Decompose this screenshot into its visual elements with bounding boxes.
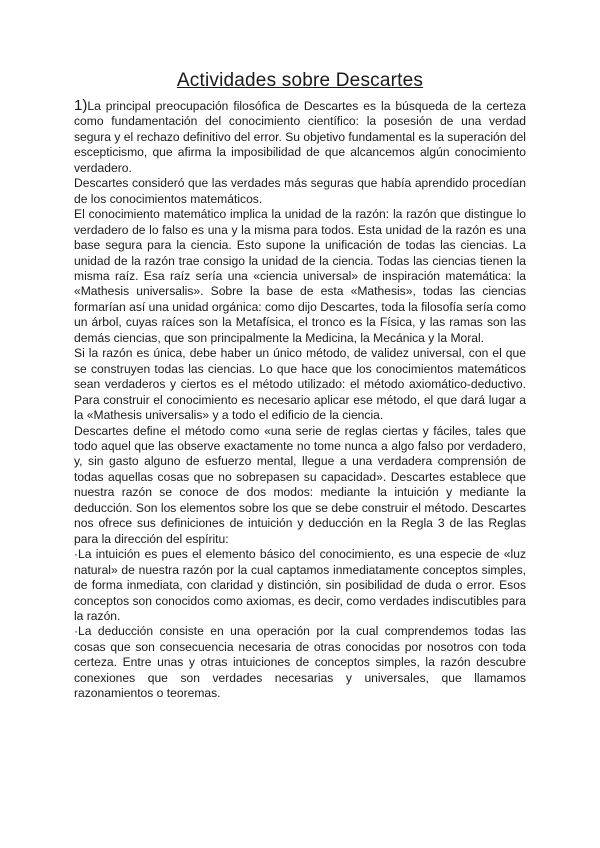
paragraph-2: Descartes consideró que las verdades más seguras que había aprendido procedían de los conocimientos matemáticos.: [74, 176, 526, 206]
paragraph-6: ·La intuición es pues el elemento básico del conocimiento, es una especie de «luz natural» de nuestra razón por la cual captamos inmediatamente conceptos simples, de forma inmediata, con claridad y distinción, sin posibilidad de duda o error. Esos conceptos son conocidos como axiomas, es decir, como verdades indiscutibles para la razón.: [74, 547, 526, 623]
page-title: Actividades sobre Descartes: [176, 70, 424, 91]
paragraph-1: [74, 98, 526, 176]
paragraph-7: ·La deducción consiste en una operación por la cual comprendemos todas las cosas que son consecuencia necesaria de otras conocidas por nosotros con toda certeza. Entre unas y otras intuiciones de conceptos simples, la razón descubre conexiones que son verdades necesarias y universales, que llamamos razonamientos o teoremas.: [74, 624, 526, 701]
paragraph-3: El conocimiento matemático implica la unidad de la razón: la razón que distingue lo verdadero de lo falso es una y la misma para todos. Esta unidad de la razón es una base segura para la ciencia. Esto supone la unificación de todas las ciencias. La unidad de la razón trae consigo la unidad de la ciencia. Todas las ciencias tienen la misma raíz. Esa raíz sería una «ciencia universal» de inspiración matemática: la «Mathesis universalis». Sobre la base de esta «Mathesis», todas las ciencias formarían así una unidad orgánica: como dijo Descartes, toda la filosofía sería como un árbol, cuyas raíces son la Metafísica, el tronco es la Física, y las ramas son las demás ciencias, que son principalmente la Medicina, la Mecánica y la Moral.: [74, 207, 526, 345]
paragraph-1-text: La principal preocupación filosófica de Descartes es la búsqueda de la certeza como fundamentación del conocimiento científico: la posesión de una verdad segura y el rechazo definitivo del error. Su objetivo fundamental es la superación del escepticismo, que afirma la imposibilidad de que alcancemos algún conocimiento verdadero.: [74, 99, 526, 175]
paragraph-4: Si la razón es única, debe haber un único método, de validez universal, con el que se construyen todas las ciencias. Lo que hace que los conocimientos matemáticos sean verdaderos y ciertos es el método utilizado: el método axiomático-deductivo. Para construir el conocimiento es necesario aplicar ese método, el que dará lugar a la «Mathesis universalis» y a todo el edificio de la ciencia.: [74, 346, 526, 423]
paragraph-5: Descartes define el método como «una serie de reglas ciertas y fáciles, tales que todo aquel que las observe exactamente no tome nunca a algo falso por verdadero, y, sin gasto alguno de esfuerzo mental, llegue a una verdadera comprensión de todas aquellas cosas que no sobrepasen su capacidad». Descartes establece que nuestra razón se conoce de dos modos: mediante la intuición y mediante la deducción. Son los elementos sobre los que se debe construir el método. Descartes nos ofrece sus definiciones de intuición y deducción en la Regla 3 de las Reglas para la dirección del espíritu:: [74, 423, 526, 546]
question-number: 1): [74, 97, 88, 114]
document-body: [74, 98, 526, 702]
